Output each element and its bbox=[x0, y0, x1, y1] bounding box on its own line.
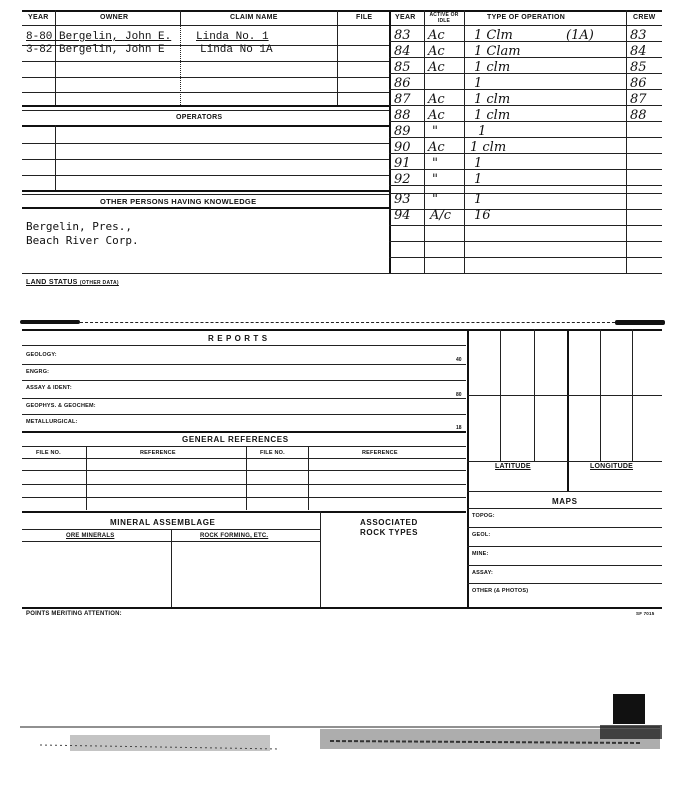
log-operation: 1 Clm bbox=[474, 28, 513, 43]
log-year: 85 bbox=[394, 60, 411, 75]
log-crew: 84 bbox=[630, 44, 647, 59]
header-crew: CREW bbox=[633, 14, 656, 21]
log-crew: 86 bbox=[630, 76, 647, 91]
log-active: " bbox=[432, 172, 438, 187]
log-year: 91 bbox=[394, 156, 411, 171]
header-claim-name: CLAIM NAME bbox=[230, 14, 278, 21]
log-active: Ac bbox=[428, 92, 445, 107]
ref-header-file-no-1: FILE NO. bbox=[36, 450, 61, 456]
scan-noise-band bbox=[0, 715, 678, 795]
log-year: 94 bbox=[394, 208, 411, 223]
log-active: " bbox=[432, 192, 438, 207]
log-year: 86 bbox=[394, 76, 411, 91]
other-person-1: Bergelin, Pres., bbox=[26, 220, 132, 233]
log-year: 93 bbox=[394, 192, 411, 207]
log-year: 90 bbox=[394, 140, 411, 155]
log-year: 88 bbox=[394, 108, 411, 123]
claim-name-row-2: Linda No 1A bbox=[200, 44, 273, 56]
map-other-photos: OTHER (& PHOTOS) bbox=[472, 588, 529, 594]
land-status-text: LAND STATUS bbox=[26, 279, 78, 286]
log-active: A/c bbox=[430, 208, 452, 223]
form-number: SF 7015 bbox=[636, 611, 655, 616]
header-year-2: YEAR bbox=[395, 14, 416, 21]
mineral-assemblage-title: MINERAL ASSEMBLAGE bbox=[110, 518, 216, 527]
header-owner: OWNER bbox=[100, 14, 129, 21]
report-metallurgical-num: 18 bbox=[456, 425, 462, 431]
log-active: Ac bbox=[428, 140, 445, 155]
log-active: Ac bbox=[428, 108, 445, 123]
log-active: Ac bbox=[428, 60, 445, 75]
associated-header: ASSOCIATED bbox=[360, 518, 418, 527]
log-year: 83 bbox=[394, 28, 411, 43]
log-year: 92 bbox=[394, 172, 411, 187]
owner-row-1: 8-80 Bergelin, John E. bbox=[26, 31, 172, 43]
log-active: " bbox=[432, 124, 438, 139]
log-operation: 1 bbox=[478, 124, 487, 139]
log-operation: 1 clm bbox=[470, 140, 507, 155]
log-operation: 1 clm bbox=[474, 108, 511, 123]
log-active: Ac bbox=[428, 28, 445, 43]
reports-title: R E P O R T S bbox=[208, 334, 268, 343]
maps-title: MAPS bbox=[552, 497, 578, 506]
report-assay: ASSAY & IDENT: bbox=[26, 385, 72, 391]
log-operation: 1 clm bbox=[474, 60, 511, 75]
ref-header-reference-2: REFERENCE bbox=[362, 450, 398, 456]
map-mine: MINE: bbox=[472, 551, 489, 557]
log-crew: 88 bbox=[630, 108, 647, 123]
log-year: 84 bbox=[394, 44, 411, 59]
land-status-label bbox=[26, 279, 119, 286]
log-crew: 87 bbox=[630, 92, 647, 107]
header-active-idle: ACTIVE OR IDLE bbox=[429, 12, 459, 24]
other-person-2: Beach River Corp. bbox=[26, 234, 139, 247]
longitude-label: LONGITUDE bbox=[590, 463, 634, 470]
map-geol: GEOL: bbox=[472, 532, 491, 538]
log-active: Ac bbox=[428, 44, 445, 59]
log-active: " bbox=[432, 156, 438, 171]
ore-minerals-header: ORE MINERALS bbox=[66, 533, 115, 539]
report-geophys: GEOPHYS. & GEOCHEM: bbox=[26, 403, 96, 409]
rock-types-header: ROCK TYPES bbox=[360, 528, 419, 537]
log-operation: 1 bbox=[474, 192, 483, 207]
other-persons-title: OTHER PERSONS HAVING KNOWLEDGE bbox=[100, 197, 257, 206]
report-geology: GEOLOGY: bbox=[26, 352, 57, 358]
log-crew: 83 bbox=[630, 28, 647, 43]
log-operation: 1 Clam bbox=[474, 44, 521, 59]
log-operation: 1 bbox=[474, 76, 483, 91]
claim-name-row-1: Linda No. 1 bbox=[196, 31, 269, 43]
report-assay-num: 80 bbox=[456, 392, 462, 398]
latitude-label: LATITUDE bbox=[495, 463, 531, 470]
map-assay: ASSAY: bbox=[472, 570, 494, 576]
log-crew: 85 bbox=[630, 60, 647, 75]
header-type-of-operation: TYPE OF OPERATION bbox=[487, 14, 566, 21]
points-meriting-attention: POINTS MERITING ATTENTION: bbox=[26, 611, 122, 617]
header-file: FILE bbox=[356, 14, 373, 21]
report-metallurgical: METALLURGICAL: bbox=[26, 419, 78, 425]
report-engrg: ENGRG: bbox=[26, 369, 50, 375]
log-note: (1A) bbox=[566, 28, 594, 43]
report-geology-num: 40 bbox=[456, 357, 462, 363]
log-operation: 1 bbox=[474, 172, 483, 187]
ref-header-reference-1: REFERENCE bbox=[140, 450, 176, 456]
owner-row-2: 3-82 Bergelin, John E bbox=[26, 44, 165, 56]
log-operation: 1 clm bbox=[474, 92, 511, 107]
general-references-title: GENERAL REFERENCES bbox=[182, 435, 289, 444]
header-year: YEAR bbox=[28, 14, 49, 21]
log-year: 87 bbox=[394, 92, 411, 107]
map-topog: TOPOG: bbox=[472, 513, 495, 519]
rock-forming-header: ROCK FORMING, ETC. bbox=[200, 533, 269, 539]
log-operation: 1 bbox=[474, 156, 483, 171]
operators-title: OPERATORS bbox=[176, 114, 223, 121]
ref-header-file-no-2: FILE NO. bbox=[260, 450, 285, 456]
log-operation: 16 bbox=[474, 208, 491, 223]
log-year: 89 bbox=[394, 124, 411, 139]
land-status-sub: (OTHER DATA) bbox=[79, 280, 119, 286]
